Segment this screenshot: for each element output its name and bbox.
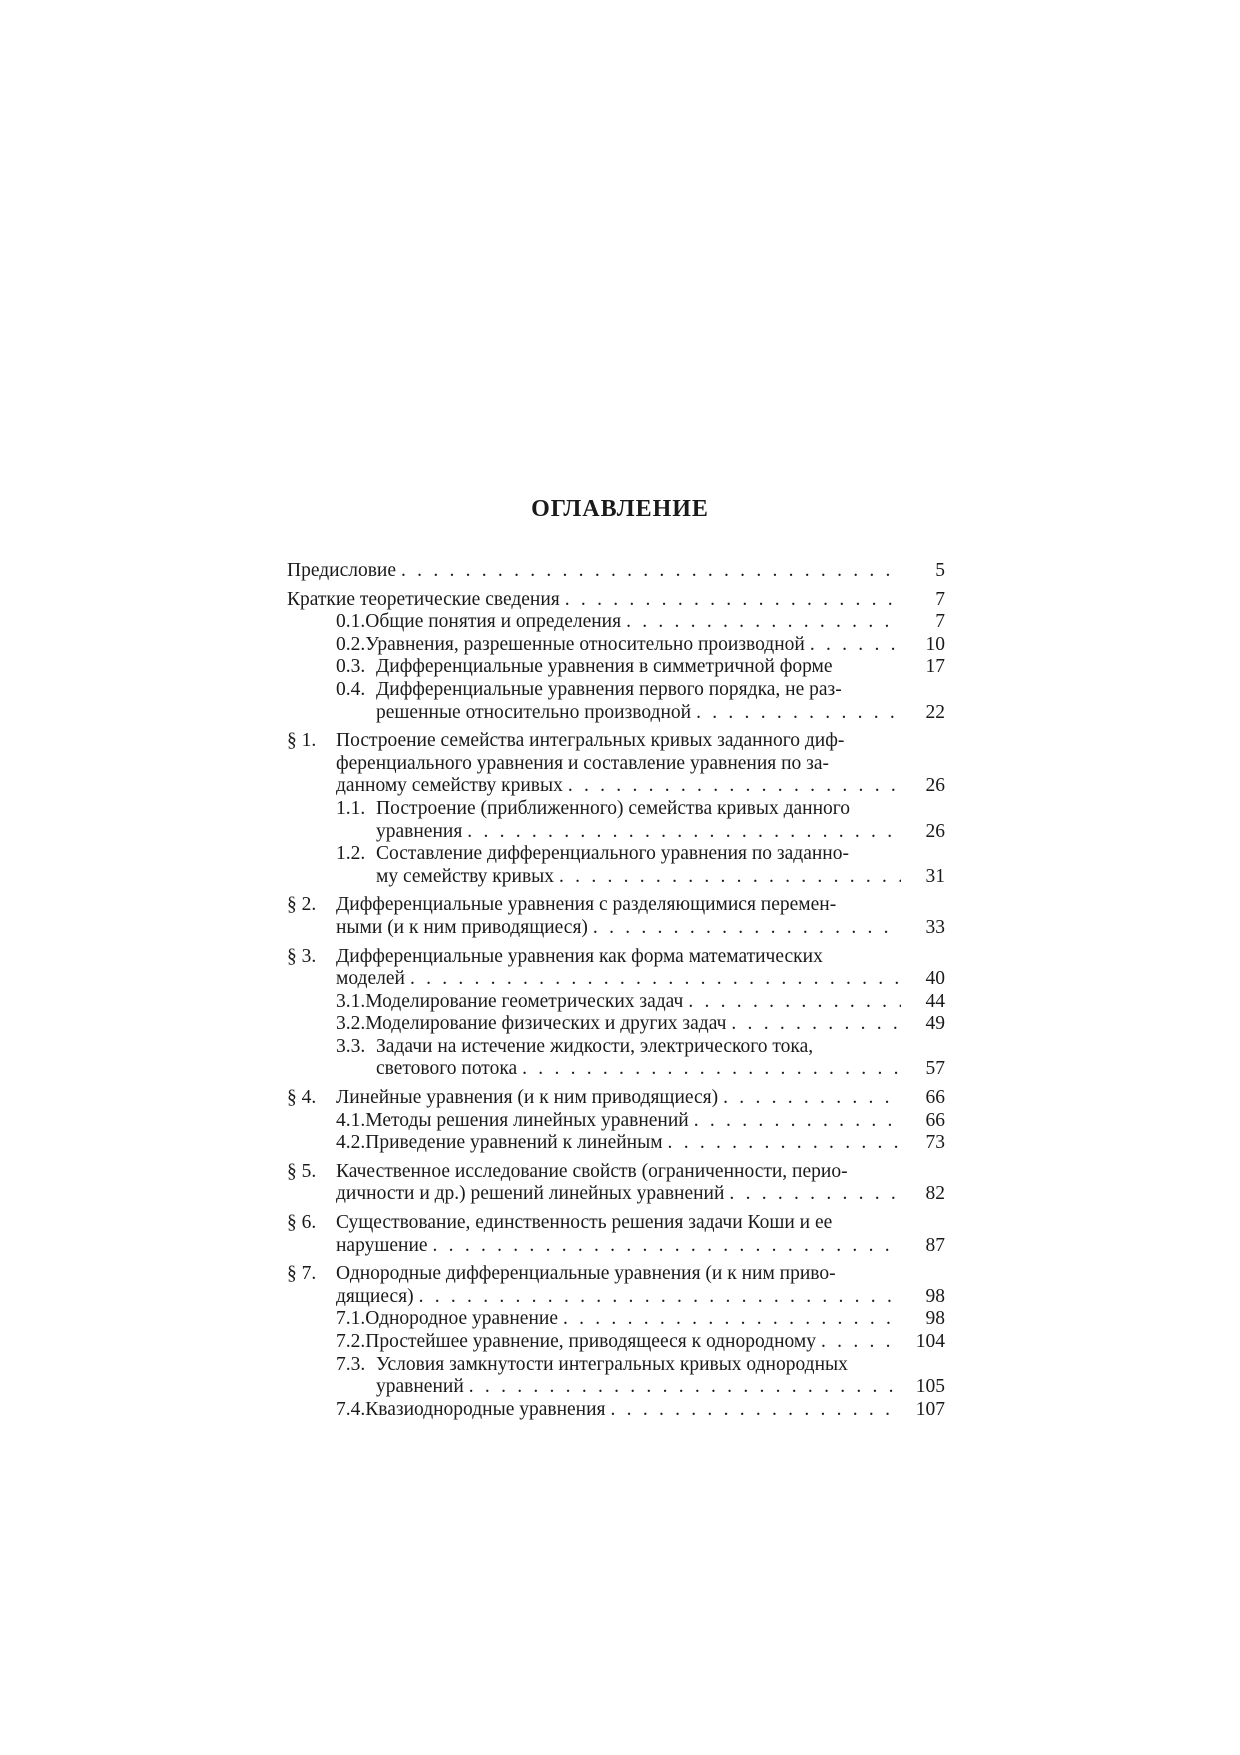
- toc-page-number: 26: [925, 820, 945, 842]
- toc-subentry[interactable]: [287, 798, 945, 843]
- toc-subentry-title: Уравнения, разрешенные относительно производной: [365, 633, 805, 655]
- toc-section-number: § 1.: [287, 730, 317, 752]
- toc-page-number: 33: [925, 916, 945, 938]
- toc-subentry-number: 3.3.: [336, 1035, 366, 1057]
- toc-subentry-title-cont: светового потока: [376, 1058, 518, 1080]
- toc-page-number: 5: [935, 560, 945, 581]
- toc-subentry[interactable]: [287, 1110, 945, 1133]
- toc-subentry-number: 7.1.: [336, 1308, 366, 1330]
- toc-subentry-number: 7.2.: [336, 1331, 366, 1352]
- toc-subentry-number: 3.2.: [336, 1013, 366, 1035]
- leader-dots: [469, 1376, 901, 1399]
- toc-page-number: 104: [915, 1331, 945, 1352]
- toc-subentry-number: 0.4.: [336, 678, 366, 700]
- toc-section-1[interactable]: [287, 730, 945, 798]
- toc-section-3[interactable]: [287, 946, 945, 991]
- toc-section-2[interactable]: [287, 894, 945, 939]
- toc-section-title-cont: данному семейству кривых: [336, 775, 563, 797]
- toc-page-number: 98: [925, 1285, 945, 1307]
- toc-subentry[interactable]: [287, 1308, 945, 1331]
- leader-dots: [568, 775, 901, 798]
- toc-subentry-number: 4.2.: [336, 1132, 366, 1154]
- toc-section-title-cont: дичности и др.) решений линейных уравнений: [336, 1183, 725, 1205]
- toc-subentry[interactable]: [287, 656, 945, 679]
- page-title: ОГЛАВЛЕНИЕ: [531, 496, 709, 522]
- toc-subentry[interactable]: [287, 1331, 945, 1354]
- toc-page-number: 49: [925, 1013, 945, 1035]
- toc-subentry-title: Квазиоднородные уравнения: [365, 1398, 606, 1420]
- leader-dots: [696, 702, 901, 725]
- toc-subentry-title: Составление дифференциального уравнения по заданно-: [376, 843, 849, 865]
- toc-section-5[interactable]: [287, 1161, 945, 1206]
- leader-dots: [419, 1286, 901, 1309]
- toc-subentry-number: 7.4.: [336, 1398, 366, 1420]
- leader-dots: [694, 1110, 901, 1133]
- toc-subentry[interactable]: [287, 1036, 945, 1081]
- toc-page-number: 73: [925, 1132, 945, 1154]
- toc-subentry-title-cont: уравнения: [376, 820, 463, 842]
- toc-entry-title: Предисловие: [287, 560, 397, 581]
- toc-page-number: 31: [925, 865, 945, 887]
- toc-page-number: 57: [925, 1058, 945, 1080]
- leader-dots: [821, 1331, 901, 1354]
- toc-subentry[interactable]: [287, 1013, 945, 1036]
- toc-subentry[interactable]: [287, 1354, 945, 1399]
- toc-section-number: § 7.: [287, 1263, 317, 1285]
- toc-page-number: 7: [935, 611, 945, 633]
- toc-section-number: § 5.: [287, 1160, 317, 1182]
- toc-subentry-title: Общие понятия и определения: [365, 611, 622, 633]
- toc-subentry-title: Задачи на истечение жидкости, электрического тока,: [376, 1035, 814, 1057]
- toc-entry-theory[interactable]: [287, 589, 945, 612]
- toc-page-number: 66: [925, 1087, 945, 1109]
- leader-dots: [410, 968, 901, 991]
- toc-subentry-title: Дифференциальные уравнения первого порядка, не раз-: [376, 678, 842, 700]
- toc-subentry-title-cont: му семейству кривых: [376, 865, 555, 887]
- toc-subentry[interactable]: [287, 991, 945, 1014]
- toc-subentry-number: 0.3.: [336, 656, 366, 678]
- leader-dots: [723, 1087, 901, 1110]
- toc-section-title-cont: нарушение: [336, 1234, 428, 1256]
- toc-subentry-title: Условия замкнутости интегральных кривых однородных: [376, 1353, 848, 1375]
- toc-subentry[interactable]: [287, 843, 945, 888]
- toc-section-title: Построение семейства интегральных кривых заданного диф-: [336, 730, 845, 752]
- toc-section-number: § 3.: [287, 945, 317, 967]
- toc-subentry-title-cont: уравнений: [376, 1376, 464, 1398]
- toc-subentry-number: 4.1.: [336, 1109, 366, 1131]
- toc-page-number: 10: [925, 633, 945, 655]
- leader-dots: [810, 634, 901, 657]
- toc-subentry[interactable]: [287, 634, 945, 657]
- toc-subentry-number: 0.2.: [336, 633, 366, 655]
- toc-page-number: 26: [925, 775, 945, 797]
- toc-entry-preface[interactable]: [287, 560, 945, 583]
- toc-section-title: Однородные дифференциальные уравнения (и к ним приво-: [336, 1263, 836, 1285]
- leader-dots: [433, 1235, 901, 1258]
- toc-subentry-number: 3.1.: [336, 990, 366, 1012]
- leader-dots: [467, 821, 901, 844]
- leader-dots: [611, 1399, 901, 1422]
- leader-dots: [565, 589, 901, 612]
- toc-section-number: § 2.: [287, 894, 317, 916]
- toc-section-number: § 4.: [287, 1087, 317, 1109]
- toc-section-title-cont: моделей: [336, 968, 405, 990]
- leader-dots: [626, 611, 901, 634]
- toc-subentry-title: Построение (приближенного) семейства кривых данного: [376, 797, 851, 819]
- toc-section-6[interactable]: [287, 1212, 945, 1257]
- leader-dots: [668, 1132, 901, 1155]
- toc-page-number: 87: [925, 1234, 945, 1256]
- leader-dots: [729, 1183, 901, 1206]
- toc-page-number: 44: [925, 990, 945, 1012]
- toc-subentry-number: 1.2.: [336, 843, 366, 865]
- toc-section-title-cont: ными (и к ним приводящиеся): [336, 916, 588, 938]
- toc-subentry[interactable]: [287, 1399, 945, 1422]
- toc-section-7[interactable]: [287, 1263, 945, 1308]
- toc-page-number: 22: [925, 701, 945, 723]
- toc-section-title: Дифференциальные уравнения с разделяющимися перемен-: [336, 894, 837, 916]
- toc-page-number: 98: [925, 1308, 945, 1330]
- leader-dots: [522, 1058, 901, 1081]
- toc-section-title: Дифференциальные уравнения как форма математических: [336, 945, 823, 967]
- toc-page-number: 7: [935, 588, 945, 610]
- toc-subentry[interactable]: [287, 1132, 945, 1155]
- toc-section-title: Линейные уравнения (и к ним приводящиеся): [336, 1087, 719, 1109]
- toc-page-number: 40: [925, 968, 945, 990]
- toc-section-title-cont: дящиеся): [336, 1285, 414, 1307]
- toc-section-4[interactable]: [287, 1087, 945, 1110]
- toc-subentry-number: 1.1.: [336, 797, 366, 819]
- toc-page-number: 105: [915, 1376, 945, 1398]
- toc-subentry-title: Дифференциальные уравнения в симметричной форме: [376, 656, 833, 678]
- toc-subentry-title: Моделирование физических и других задач: [365, 1013, 727, 1035]
- leader-dots: [593, 917, 901, 940]
- toc-subentry-title-cont: решенные относительно производной: [376, 701, 692, 723]
- toc-subentry-title: Приведение уравнений к линейным: [365, 1132, 663, 1154]
- toc-subentry-title: Простейшее уравнение, приводящееся к однородному: [365, 1331, 817, 1352]
- table-of-contents: [287, 560, 945, 1421]
- toc-section-title: Существование, единственность решения задачи Коши и ее: [336, 1212, 833, 1234]
- toc-section-title: Качественное исследование свойств (ограниченности, перио-: [336, 1160, 848, 1182]
- toc-subentry-title: Методы решения линейных уравнений: [365, 1109, 689, 1131]
- toc-page-number: 82: [925, 1183, 945, 1205]
- toc-section-title-cont: ференциального уравнения и составление уравнения по за-: [336, 752, 830, 774]
- toc-page-number: 17: [925, 656, 945, 678]
- toc-subentry[interactable]: [287, 611, 945, 634]
- leader-dots: [688, 991, 901, 1014]
- toc-subentry-number: 7.3.: [336, 1353, 366, 1375]
- toc-subentry[interactable]: [287, 679, 945, 724]
- leader-dots: [563, 1308, 901, 1331]
- toc-subentry-title: Однородное уравнение: [365, 1308, 558, 1330]
- toc-subentry-number: 0.1.: [336, 611, 366, 633]
- leader-dots: [559, 866, 901, 889]
- toc-entry-title: Краткие теоретические сведения: [287, 588, 560, 610]
- toc-page-number: 107: [915, 1398, 945, 1420]
- leader-dots: [731, 1013, 901, 1036]
- leader-dots: [401, 560, 901, 583]
- toc-section-number: § 6.: [287, 1212, 317, 1234]
- toc-subentry-title: Моделирование геометрических задач: [365, 990, 684, 1012]
- toc-page-number: 66: [925, 1109, 945, 1131]
